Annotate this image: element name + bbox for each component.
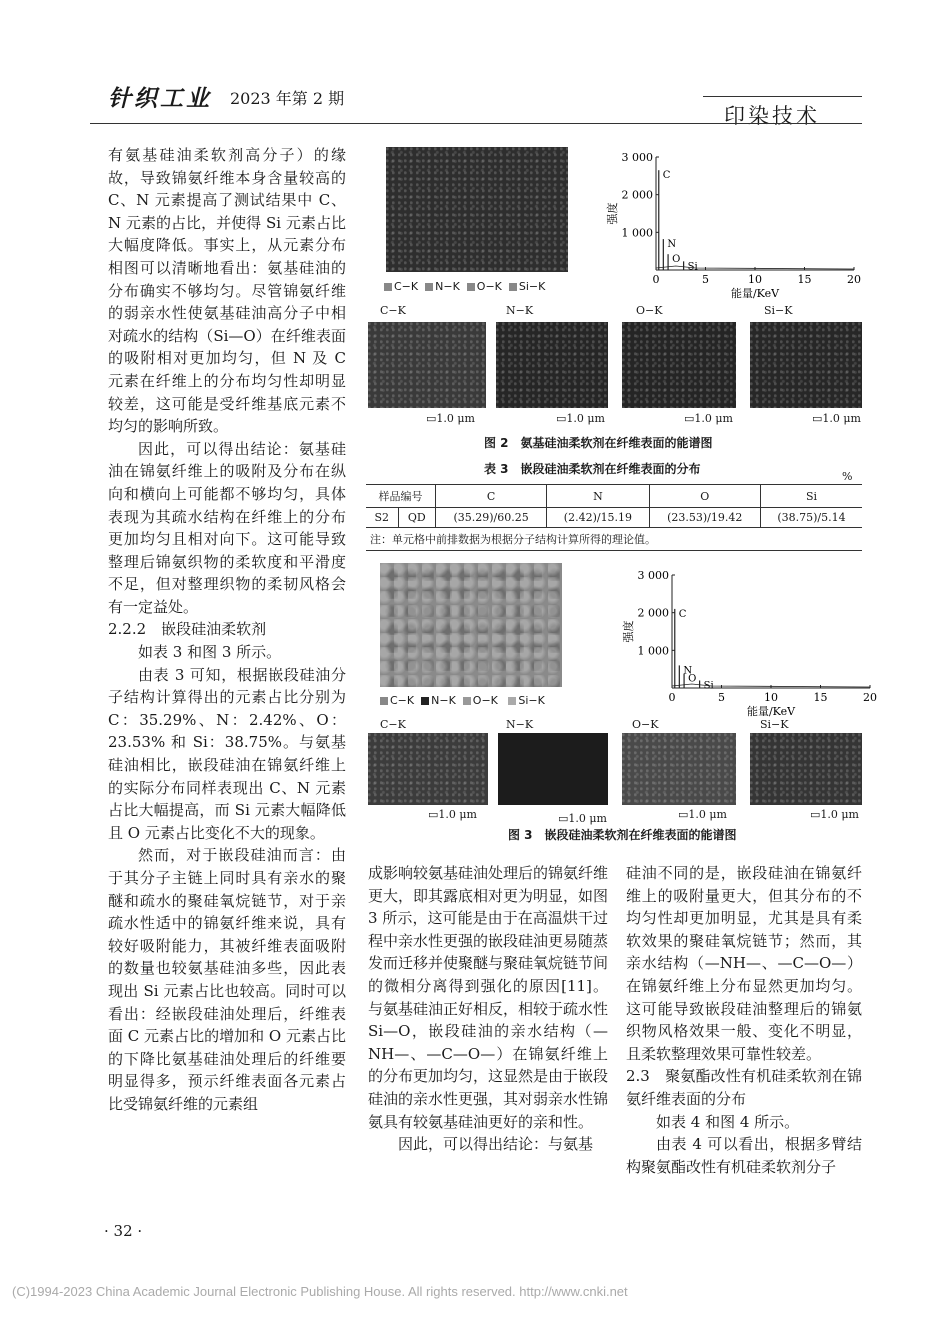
x-tick-label: 20 [863, 691, 877, 704]
y-tick-label: 2 000 [637, 606, 669, 620]
y-tick-label: 2 000 [621, 188, 653, 202]
issue-label: 2023 年第 2 期 [230, 89, 345, 108]
table-row [366, 508, 862, 528]
paragraph: 由表 4 可以看出，根据多臂结构聚氨酯改性有机硅柔软剂分子 [626, 1135, 862, 1176]
table-cell: (2.42)/15.19 [547, 508, 649, 528]
table-header: O [649, 485, 760, 508]
legend-item: N−K [435, 280, 460, 293]
table-cell: (35.29)/60.25 [435, 508, 546, 528]
paragraph: 由表 3 可知，根据嵌段硅油分子结构计算得出的元素占比分别为 C：35.29%、N：2.42%、O：23.53% 和 Si：38.75%。与氨基硅油相比，嵌段硅油在锦氨纤维上的实际分布同样表现出 C、N 元素占比大幅提高，而 Si 元素大幅降低且 O 元素占比变化不大的现象。 [108, 665, 346, 842]
scale-bar: ▭1.0 μm [426, 412, 475, 425]
scale-bar: ▭1.0 μm [556, 412, 605, 425]
table-header: Si [760, 485, 862, 508]
fig2-map-label: C−K [380, 304, 406, 317]
journal-logo: 针织工业 [108, 85, 212, 112]
scale-bar: ▭1.0 μm [428, 808, 477, 821]
paragraph: 如表 3 和图 3 所示。 [138, 643, 282, 662]
y-tick-label: 1 000 [637, 644, 669, 658]
figure3-caption: 图 3 嵌段硅油柔软剂在纤维表面的能谱图 [508, 828, 737, 842]
x-tick-label: 10 [764, 691, 778, 704]
legend-item: C−K [390, 694, 415, 707]
table-header: N [547, 485, 649, 508]
table-header: C [435, 485, 546, 508]
paragraph: 因此，可以得出结论：与氨基 [398, 1135, 594, 1154]
header-rule-upper [703, 96, 862, 97]
paragraph: 硅油不同的是，嵌段硅油在锦氨纤维上的吸附量更大，但其分布的不均匀性却更加明显，尤其是具有柔软效果的聚硅氧烷链节；然而，其亲水结构（—NH—、—C—O—）在锦氨纤维上分布显然更加均匀。这可能导致嵌段硅油整理后的锦氨织物风格效果一般、变化不明显，且柔软整理效果可靠性较差。 [626, 864, 862, 1063]
scale-bar: ▭1.0 μm [684, 412, 733, 425]
fig3-map-o [622, 733, 736, 805]
mid-text-column [368, 862, 608, 1156]
paragraph: 因此，可以得出结论：氨基硅油在锦氨纤维上的吸附及分布在纵向和横向上可能都不够均匀，具体表现为其疏水结构在纤维上的分布更加均匀且相对向下。这可能导致整理后锦氨织物的柔软度和平滑度不足，但对整理织物的柔韧风格会有一定益处。 [108, 439, 346, 616]
fig3-map-label: O−K [632, 718, 659, 731]
paragraph: 有氨基硅油柔软剂高分子）的缘故，导致锦氨纤维本身含量较高的 C、N 元素提高了测试结果中 C、N 元素的占比，并使得 Si 元素占比大幅度降低。事实上，从元素分布相图可以清晰地看出：氨基硅油的分布确实不够均匀。尽管锦氨纤维的弱亲水性使氨基硅油高分子中相对疏水的结构（Si—O）在纤维表面的吸附相对更加均匀，但 N 及 C 元素在纤维上的分布均匀性却明显较差，这可能是受纤维基底元素不均匀的影响所致。 [108, 146, 346, 436]
table3-title: 表 3 嵌段硅油柔软剂在纤维表面的分布 [484, 462, 701, 476]
legend-item: C−K [394, 280, 419, 293]
left-text-column [108, 144, 346, 1116]
fig3-sem-image [380, 563, 562, 687]
peak-label: Si [687, 261, 698, 273]
fig2-map-label: N−K [506, 304, 534, 317]
table-cell: (38.75)/5.14 [760, 508, 862, 528]
table-cell: QD [398, 508, 435, 528]
legend-item: O−K [472, 694, 498, 707]
table3 [366, 484, 862, 551]
fig2-map-c [368, 322, 486, 408]
legend-item: Si−K [518, 280, 546, 293]
fig2-sem-image [386, 147, 568, 272]
fig3-map-label: C−K [380, 718, 406, 731]
peak-label: O [672, 254, 681, 266]
y-tick-label: 1 000 [621, 226, 653, 240]
x-tick-label: 5 [702, 273, 709, 286]
fig3-spectrum-chart [612, 560, 877, 718]
x-tick-label: 0 [668, 691, 676, 704]
peak-label: N [683, 665, 693, 677]
fig3-map-n [498, 733, 608, 805]
header-rule [90, 123, 862, 124]
page-number: · 32 · [104, 1222, 143, 1240]
paragraph: 成影响较氨基硅油处理后的锦氨纤维更大，即其露底相对更为明显，如图 3 所示，这可能是由于在高温烘干过程中亲水性更强的嵌段硅油更易随蒸发而迁移并使聚醚与聚硅氧烷链节间的微相分离得到强化的原因[11]。与氨基硅油正好相反，相较于疏水性 Si—O，嵌段硅油的亲水结构（—NH—、—C—O—）在锦氨纤维上的分布更加均匀，这显然是由于嵌段硅油的亲水性更强，其对弱亲水性锦氨具有较氨基硅油更好的亲和性。 [368, 864, 609, 1131]
x-tick-label: 5 [718, 691, 725, 704]
fig2-map-n [496, 322, 608, 408]
paragraph: 然而，对于嵌段硅油而言：由于其分子主链上同时具有亲水的聚醚和疏水的聚硅氧烷链节，对于亲疏水性适中的锦氨纤维来说，具有较好吸附能力，其被纤维表面吸附的数量也较氨基硅油多些，因此表现出 Si 元素占比也较高。同时可以看出：经嵌段硅油处理后，纤维表面 C 元素占比的增加和 O 元素占比的下降比氨基硅油处理后的纤维要明显得多，预示纤维表面各元素占比受锦氨纤维的元素组 [108, 846, 346, 1113]
y-tick-label: 3 000 [621, 151, 653, 164]
x-tick-label: 20 [847, 273, 861, 286]
x-axis-label: 能量/KeV [746, 705, 796, 718]
y-tick-label: 3 000 [637, 569, 669, 582]
right-text-column [626, 862, 862, 1178]
fig2-map-label: Si−K [764, 304, 793, 317]
scale-bar: ▭1.0 μm [812, 412, 861, 425]
peak-label: Si [703, 680, 714, 692]
fig2-map-si [750, 322, 862, 408]
section-title: 印染技术 [724, 104, 820, 128]
fig3-map-label: N−K [506, 718, 534, 731]
figure2-caption: 图 2 氨基硅油柔软剂在纤维表面的能谱图 [484, 436, 713, 450]
fig2-map-label: O−K [636, 304, 663, 317]
table-cell: S2 [366, 508, 398, 528]
fig2-legend [384, 280, 545, 293]
subsection-heading: 2.2.2 嵌段硅油柔软剂 [108, 620, 267, 639]
scale-bar: ▭1.0 μm [678, 808, 727, 821]
y-axis-label: 强度 [622, 620, 635, 643]
fig3-map-si [750, 733, 862, 805]
table-cell: (23.53)/19.42 [649, 508, 760, 528]
fig2-map-o [622, 322, 736, 408]
x-tick-label: 15 [797, 273, 812, 286]
scale-bar: ▭1.0 μm [558, 812, 607, 825]
y-axis-label: 强度 [606, 202, 619, 225]
legend-item: O−K [476, 280, 502, 293]
table3-unit: % [842, 470, 853, 483]
peak-label: C [662, 170, 671, 182]
table-header: 样品编号 [366, 485, 435, 508]
x-tick-label: 10 [748, 273, 762, 286]
legend-item: N−K [431, 694, 456, 707]
x-tick-label: 0 [652, 273, 660, 286]
peak-label: O [688, 673, 697, 685]
fig3-map-label: Si−K [760, 718, 789, 731]
copyright-footer: (C)1994-2023 China Academic Journal Electronic Publishing House. All rights reserved. http://www.cnki.net [12, 1284, 628, 1299]
peak-label: C [678, 608, 687, 620]
fig2-spectrum-chart [596, 142, 866, 300]
x-tick-label: 15 [813, 691, 828, 704]
fig3-legend [380, 694, 545, 707]
peak-label: N [667, 239, 677, 251]
scale-bar: ▭1.0 μm [810, 808, 859, 821]
x-axis-label: 能量/KeV [730, 287, 780, 300]
paragraph: 如表 4 和图 4 所示。 [656, 1112, 800, 1131]
section-heading: 2.3 聚氨酯改性有机硅柔软剂在锦氨纤维表面的分布 [626, 1067, 862, 1108]
fig3-map-c [368, 733, 488, 805]
legend-item: Si−K [518, 694, 545, 707]
table-note: 注：单元格中前排数据为根据分子结构计算所得的理论值。 [366, 528, 862, 551]
